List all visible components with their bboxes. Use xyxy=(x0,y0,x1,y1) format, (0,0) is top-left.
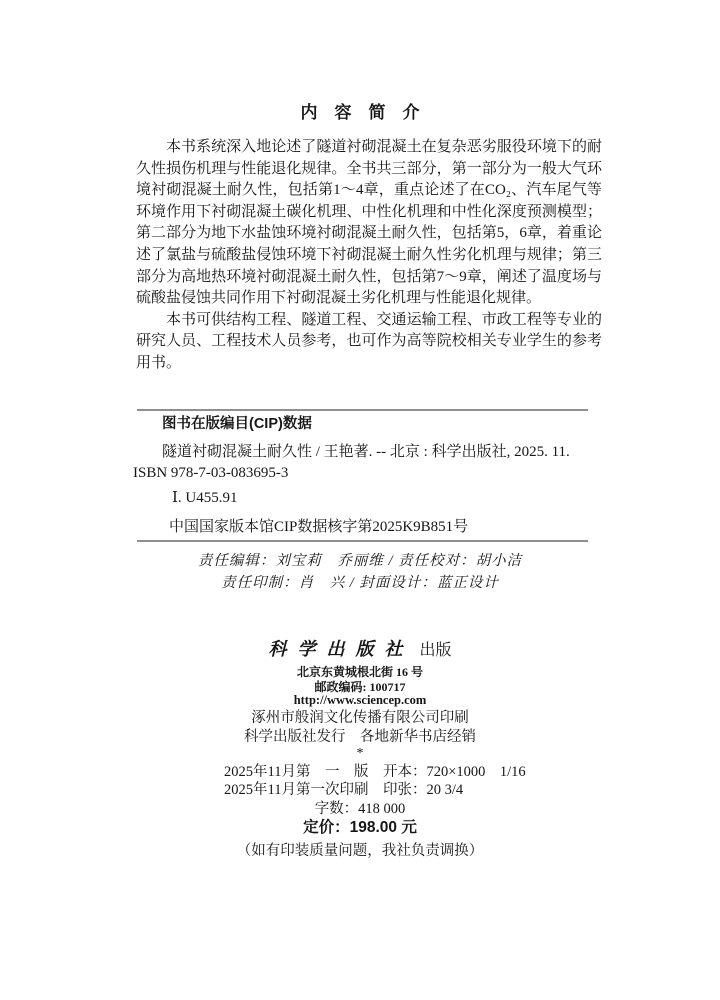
price-line: 定价：198.00 元 xyxy=(303,819,417,836)
publisher-address: 北京东黄城根北街 16 号 xyxy=(296,665,423,679)
cip-heading: 图书在版编目(CIP)数据 xyxy=(162,416,312,432)
edition-line: 2025年11月第 一 版 开本：720×1000 1/16 xyxy=(224,764,526,780)
cip-divider-top xyxy=(137,409,588,411)
distribution-line: 科学出版社发行 各地新华书店经销 xyxy=(244,729,476,745)
printer-line: 涿州市般润文化传播有限公司印刷 xyxy=(251,710,469,726)
quality-notice: （如有印装质量问题，我社负责调换） xyxy=(236,843,484,859)
separator-star: * xyxy=(356,746,364,761)
cip-classification: Ⅰ. U455.91 xyxy=(172,490,238,506)
cip-record-number: 中国国家版本馆CIP数据核字第2025K9B851号 xyxy=(169,519,469,535)
word-count-line: 字数：418 000 xyxy=(314,801,406,817)
intro-body xyxy=(136,137,602,375)
publisher-suffix: 出版 xyxy=(419,642,452,659)
publisher-website: http://www.sciencep.com xyxy=(293,693,427,707)
publisher-logo: 科学出版社 xyxy=(268,639,414,659)
staff-editors-line: 责任编辑：刘宝莉 乔丽维 / 责任校对：胡小洁 xyxy=(197,553,523,569)
cip-isbn: ISBN 978-7-03-083695-3 xyxy=(133,465,289,481)
intro-paragraph-2: 本书可供结构工程、隧道工程、交通运输工程、市政工程等专业的研究人员、工程技术人员参考，也可作为高等院校相关专业学生的参考用书。 xyxy=(136,311,602,371)
intro-title: 内容简介 xyxy=(300,103,437,122)
publisher-logo-line xyxy=(0,638,720,662)
staff-design-line: 责任印制：肖 兴 / 封面设计：蓝正设计 xyxy=(221,575,499,591)
impression-line: 2025年11月第一次印刷 印张：20 3/4 xyxy=(224,782,464,798)
intro-paragraph-1: 本书系统深入地论述了隧道衬砌混凝土在复杂恶劣服役环境下的耐久性损伤机理与性能退化规律。全书共三部分，第一部分为一般大气环境衬砌混凝土耐久性，包括第1～4章，重点论述了在CO₂、汽车尾气等环境作用下衬砌混凝土碳化机理、中性化机理和中性化深度预测模型；第二部分为地下水盐蚀环境衬砌混凝土耐久性，包括第5，6章，着重论述了氯盐与硫酸盐侵蚀环境下衬砌混凝土耐久性劣化机理与规律；第三部分为高地热环境衬砌混凝土耐久性，包括第7～9章，阐述了温度场与硫酸盐侵蚀共同作用下衬砌混凝土劣化机理与性能退化规律。 xyxy=(136,139,602,307)
cip-divider-bottom xyxy=(137,540,588,542)
publisher-postcode: 邮政编码: 100717 xyxy=(314,680,406,694)
cip-entry: 隧道衬砌混凝土耐久性 / 王艳著. -- 北京 : 科学出版社, 2025. 11. xyxy=(162,444,570,460)
